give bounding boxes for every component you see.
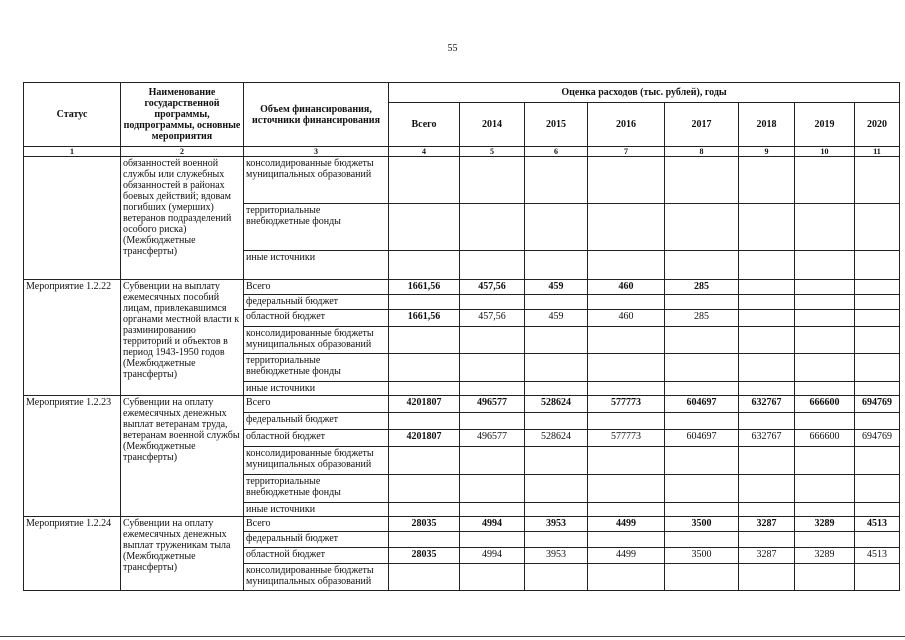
value-cell bbox=[460, 251, 525, 280]
header-estimate: Оценка расходов (тыс. рублей), годы bbox=[389, 83, 900, 103]
value-cell: 3289 bbox=[795, 517, 855, 532]
value-cell bbox=[460, 447, 525, 475]
value-cell bbox=[588, 204, 665, 251]
program-name-cell: Субвенции на оплату ежемесячных денежных выплат ветеранам труда, ветеранам военной службы (Межбюджетные трансферты) bbox=[121, 396, 244, 517]
funding-source-cell: иные источники bbox=[244, 382, 389, 396]
status-cell: Мероприятие 1.2.24 bbox=[24, 517, 121, 591]
value-cell bbox=[795, 564, 855, 591]
value-cell: 457,56 bbox=[460, 310, 525, 327]
value-cell bbox=[665, 532, 739, 548]
value-cell bbox=[460, 204, 525, 251]
column-number: 8 bbox=[665, 147, 739, 157]
program-name-cell: Субвенции на выплату ежемесячных пособий лицам, привлекавшимся органами местной власти к разминированию территорий и объектов в период 1943-1950 годов (Межбюджетные трансферты) bbox=[121, 280, 244, 396]
value-cell bbox=[739, 447, 795, 475]
value-cell bbox=[525, 354, 588, 382]
value-cell bbox=[795, 327, 855, 354]
value-cell: 1661,56 bbox=[389, 280, 460, 295]
table-row bbox=[24, 517, 900, 532]
value-cell bbox=[665, 251, 739, 280]
funding-source-cell: консолидированные бюджеты муниципальных образований bbox=[244, 157, 389, 204]
status-cell bbox=[24, 157, 121, 280]
funding-source-cell: иные источники bbox=[244, 251, 389, 280]
value-cell: 460 bbox=[588, 310, 665, 327]
value-cell bbox=[855, 310, 900, 327]
funding-source-cell: областной бюджет bbox=[244, 430, 389, 447]
value-cell bbox=[795, 157, 855, 204]
value-cell bbox=[739, 327, 795, 354]
value-cell bbox=[855, 157, 900, 204]
value-cell bbox=[588, 447, 665, 475]
value-cell bbox=[739, 382, 795, 396]
value-cell bbox=[665, 157, 739, 204]
value-cell: 3287 bbox=[739, 548, 795, 564]
value-cell: 1661,56 bbox=[389, 310, 460, 327]
value-cell bbox=[525, 204, 588, 251]
value-cell: 459 bbox=[525, 310, 588, 327]
funding-source-cell: консолидированные бюджеты муниципальных образований bbox=[244, 564, 389, 591]
value-cell bbox=[855, 204, 900, 251]
header-year: 2016 bbox=[588, 103, 665, 147]
value-cell: 577773 bbox=[588, 430, 665, 447]
value-cell bbox=[739, 354, 795, 382]
value-cell bbox=[588, 382, 665, 396]
value-cell: 694769 bbox=[855, 396, 900, 413]
column-number-row bbox=[24, 147, 900, 157]
program-name-cell: обязанностей военной службы или служебных обязанностей в районах боевых действий; вдовам погибших (умерших) ветеранов подразделений особого риска) (Межбюджетные трансферты) bbox=[121, 157, 244, 280]
value-cell bbox=[739, 251, 795, 280]
value-cell bbox=[460, 413, 525, 430]
value-cell: 3289 bbox=[795, 548, 855, 564]
header-volume: Объем финансирования, источники финансирования bbox=[244, 83, 389, 147]
value-cell: 28035 bbox=[389, 517, 460, 532]
value-cell bbox=[389, 475, 460, 503]
value-cell bbox=[665, 475, 739, 503]
value-cell bbox=[588, 532, 665, 548]
value-cell bbox=[389, 354, 460, 382]
value-cell bbox=[525, 413, 588, 430]
value-cell: 285 bbox=[665, 280, 739, 295]
value-cell bbox=[855, 280, 900, 295]
funding-source-cell: иные источники bbox=[244, 503, 389, 517]
column-number: 7 bbox=[588, 147, 665, 157]
page-number: 55 bbox=[447, 43, 458, 54]
value-cell bbox=[665, 327, 739, 354]
value-cell bbox=[739, 157, 795, 204]
column-number: 6 bbox=[525, 147, 588, 157]
value-cell: 528624 bbox=[525, 396, 588, 413]
value-cell bbox=[588, 503, 665, 517]
funding-source-cell: областной бюджет bbox=[244, 548, 389, 564]
column-number: 10 bbox=[795, 147, 855, 157]
funding-source-cell: территориальные внебюджетные фонды bbox=[244, 204, 389, 251]
value-cell bbox=[525, 382, 588, 396]
column-number: 4 bbox=[389, 147, 460, 157]
value-cell bbox=[855, 382, 900, 396]
value-cell bbox=[389, 564, 460, 591]
value-cell bbox=[588, 564, 665, 591]
value-cell bbox=[739, 204, 795, 251]
value-cell bbox=[665, 295, 739, 310]
column-number: 3 bbox=[244, 147, 389, 157]
funding-source-cell: областной бюджет bbox=[244, 310, 389, 327]
value-cell bbox=[795, 295, 855, 310]
value-cell bbox=[389, 251, 460, 280]
funding-source-cell: федеральный бюджет bbox=[244, 532, 389, 548]
value-cell bbox=[389, 327, 460, 354]
value-cell: 457,56 bbox=[460, 280, 525, 295]
value-cell: 577773 bbox=[588, 396, 665, 413]
value-cell: 528624 bbox=[525, 430, 588, 447]
value-cell bbox=[739, 564, 795, 591]
value-cell bbox=[665, 382, 739, 396]
column-number: 9 bbox=[739, 147, 795, 157]
value-cell bbox=[460, 327, 525, 354]
funding-source-cell: Всего bbox=[244, 280, 389, 295]
value-cell: 460 bbox=[588, 280, 665, 295]
value-cell bbox=[389, 157, 460, 204]
value-cell bbox=[588, 295, 665, 310]
value-cell bbox=[739, 475, 795, 503]
header-name: Наименование государственной программы, подпрограммы, основные мероприятия bbox=[121, 83, 244, 147]
value-cell bbox=[460, 157, 525, 204]
header-year: 2014 bbox=[460, 103, 525, 147]
column-number: 11 bbox=[855, 147, 900, 157]
table-row bbox=[24, 396, 900, 413]
value-cell bbox=[855, 354, 900, 382]
value-cell bbox=[795, 354, 855, 382]
value-cell bbox=[389, 413, 460, 430]
value-cell bbox=[739, 532, 795, 548]
value-cell bbox=[588, 251, 665, 280]
value-cell bbox=[855, 475, 900, 503]
value-cell bbox=[389, 532, 460, 548]
value-cell: 632767 bbox=[739, 430, 795, 447]
value-cell bbox=[389, 295, 460, 310]
value-cell bbox=[739, 413, 795, 430]
value-cell bbox=[588, 475, 665, 503]
value-cell bbox=[739, 280, 795, 295]
value-cell bbox=[855, 447, 900, 475]
value-cell bbox=[460, 382, 525, 396]
value-cell: 459 bbox=[525, 280, 588, 295]
value-cell bbox=[795, 475, 855, 503]
value-cell bbox=[460, 295, 525, 310]
column-number: 5 bbox=[460, 147, 525, 157]
value-cell bbox=[525, 532, 588, 548]
value-cell: 496577 bbox=[460, 396, 525, 413]
value-cell bbox=[525, 475, 588, 503]
table-row bbox=[24, 280, 900, 295]
value-cell: 3953 bbox=[525, 548, 588, 564]
value-cell bbox=[855, 413, 900, 430]
value-cell bbox=[389, 503, 460, 517]
value-cell bbox=[795, 382, 855, 396]
header-year: 2018 bbox=[739, 103, 795, 147]
header-year: 2019 bbox=[795, 103, 855, 147]
value-cell bbox=[525, 503, 588, 517]
value-cell bbox=[795, 532, 855, 548]
value-cell bbox=[389, 447, 460, 475]
value-cell bbox=[588, 327, 665, 354]
value-cell: 4513 bbox=[855, 517, 900, 532]
status-cell: Мероприятие 1.2.22 bbox=[24, 280, 121, 396]
header-year: 2017 bbox=[665, 103, 739, 147]
value-cell bbox=[739, 310, 795, 327]
column-number: 2 bbox=[121, 147, 244, 157]
value-cell bbox=[389, 204, 460, 251]
header-year: Всего bbox=[389, 103, 460, 147]
value-cell bbox=[665, 354, 739, 382]
value-cell bbox=[525, 251, 588, 280]
value-cell: 4201807 bbox=[389, 396, 460, 413]
value-cell: 3953 bbox=[525, 517, 588, 532]
header-year: 2020 bbox=[855, 103, 900, 147]
value-cell bbox=[855, 251, 900, 280]
header-row bbox=[24, 83, 900, 103]
value-cell: 4994 bbox=[460, 548, 525, 564]
value-cell bbox=[855, 327, 900, 354]
value-cell bbox=[525, 157, 588, 204]
funding-source-cell: территориальные внебюджетные фонды bbox=[244, 475, 389, 503]
value-cell bbox=[739, 503, 795, 517]
value-cell bbox=[460, 532, 525, 548]
funding-source-cell: Всего bbox=[244, 517, 389, 532]
header-status: Статус bbox=[24, 83, 121, 147]
value-cell: 4513 bbox=[855, 548, 900, 564]
value-cell bbox=[460, 503, 525, 517]
table-body bbox=[24, 157, 900, 591]
value-cell bbox=[460, 475, 525, 503]
value-cell: 604697 bbox=[665, 396, 739, 413]
funding-source-cell: Всего bbox=[244, 396, 389, 413]
value-cell: 3500 bbox=[665, 517, 739, 532]
value-cell bbox=[855, 532, 900, 548]
value-cell bbox=[855, 564, 900, 591]
value-cell bbox=[795, 204, 855, 251]
value-cell bbox=[665, 503, 739, 517]
status-cell: Мероприятие 1.2.23 bbox=[24, 396, 121, 517]
value-cell bbox=[525, 327, 588, 354]
value-cell bbox=[665, 204, 739, 251]
value-cell: 4201807 bbox=[389, 430, 460, 447]
value-cell bbox=[665, 447, 739, 475]
program-name-cell: Субвенции на оплату ежемесячных денежных выплат труженикам тыла (Межбюджетные трансферты) bbox=[121, 517, 244, 591]
value-cell bbox=[525, 447, 588, 475]
bottom-rule bbox=[0, 636, 905, 637]
value-cell bbox=[460, 354, 525, 382]
value-cell bbox=[739, 295, 795, 310]
funding-source-cell: территориальные внебюджетные фонды bbox=[244, 354, 389, 382]
header-year: 2015 bbox=[525, 103, 588, 147]
value-cell: 4994 bbox=[460, 517, 525, 532]
funding-source-cell: федеральный бюджет bbox=[244, 413, 389, 430]
value-cell bbox=[855, 503, 900, 517]
value-cell: 604697 bbox=[665, 430, 739, 447]
value-cell bbox=[665, 413, 739, 430]
value-cell: 666600 bbox=[795, 396, 855, 413]
value-cell bbox=[525, 295, 588, 310]
value-cell bbox=[795, 503, 855, 517]
value-cell bbox=[795, 413, 855, 430]
budget-table bbox=[23, 82, 900, 591]
funding-source-cell: федеральный бюджет bbox=[244, 295, 389, 310]
value-cell bbox=[795, 251, 855, 280]
value-cell bbox=[588, 354, 665, 382]
value-cell bbox=[795, 280, 855, 295]
value-cell: 28035 bbox=[389, 548, 460, 564]
value-cell: 632767 bbox=[739, 396, 795, 413]
value-cell bbox=[588, 157, 665, 204]
value-cell bbox=[795, 310, 855, 327]
value-cell bbox=[389, 382, 460, 396]
value-cell bbox=[665, 564, 739, 591]
value-cell: 3287 bbox=[739, 517, 795, 532]
value-cell: 4499 bbox=[588, 517, 665, 532]
value-cell: 3500 bbox=[665, 548, 739, 564]
column-number: 1 bbox=[24, 147, 121, 157]
value-cell: 496577 bbox=[460, 430, 525, 447]
value-cell bbox=[855, 295, 900, 310]
value-cell bbox=[525, 564, 588, 591]
funding-source-cell: консолидированные бюджеты муниципальных образований bbox=[244, 447, 389, 475]
value-cell: 4499 bbox=[588, 548, 665, 564]
value-cell: 285 bbox=[665, 310, 739, 327]
value-cell: 694769 bbox=[855, 430, 900, 447]
value-cell bbox=[460, 564, 525, 591]
value-cell bbox=[795, 447, 855, 475]
funding-source-cell: консолидированные бюджеты муниципальных образований bbox=[244, 327, 389, 354]
table-row bbox=[24, 157, 900, 204]
value-cell: 666600 bbox=[795, 430, 855, 447]
value-cell bbox=[588, 413, 665, 430]
